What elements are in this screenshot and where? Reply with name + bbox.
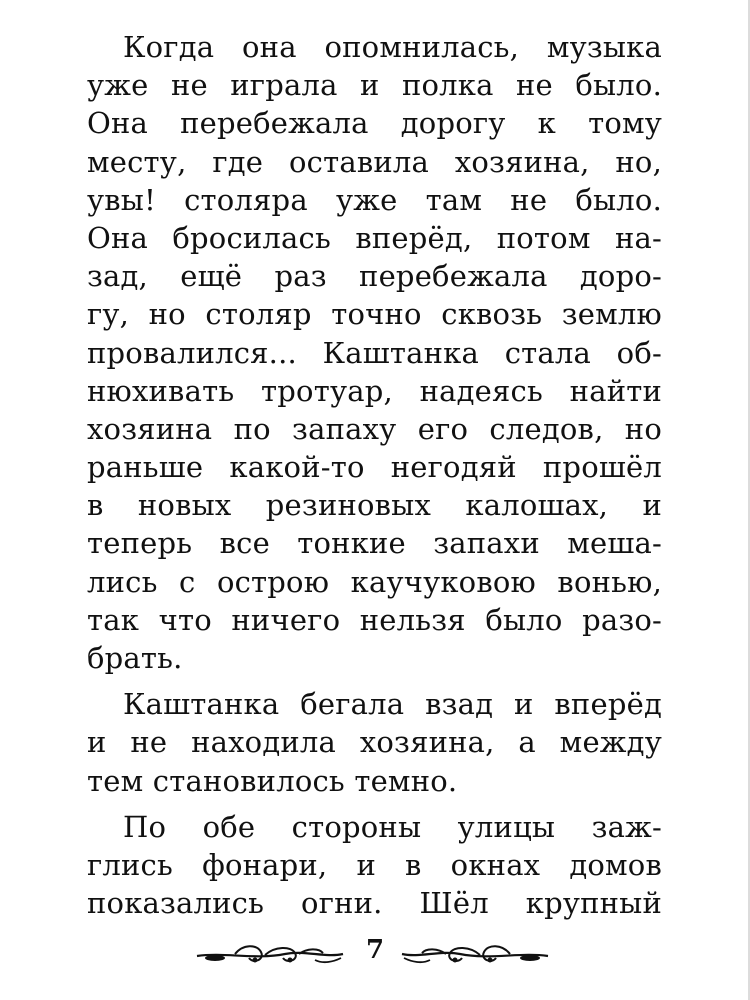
text-line: По обе стороны улицы заж-: [123, 809, 662, 844]
text-line: увы! столяра уже там не было.: [87, 182, 662, 217]
text-line: месту, где оставила хозяина, но,: [87, 144, 662, 179]
text-line: теперь все тонкие запахи меша-: [87, 526, 662, 561]
body-text: [87, 28, 662, 922]
text-line: брать.: [87, 641, 183, 675]
text-line: так что ничего нельзя было разо-: [87, 602, 662, 637]
text-line: и не находила хозяина, а между: [87, 725, 662, 760]
text-line: лись с острою каучуковою вонью,: [87, 564, 662, 599]
text-line: хозяина по запаху его следов, но: [87, 411, 662, 446]
text-line: Каштанка бегала взад и вперёд: [123, 687, 662, 722]
page-footer: [0, 932, 750, 982]
text-line: в новых резиновых калошах, и: [87, 488, 662, 523]
text-line: провалился... Каштанка стала об-: [87, 335, 662, 370]
text-line: показались огни. Шёл крупный: [87, 886, 662, 921]
text-line: нюхивать тротуар, надеясь найти: [87, 373, 662, 408]
text-line: уже не играла и полка не было.: [87, 68, 662, 103]
paragraph-gap: [87, 800, 662, 808]
paragraph-gap: [87, 677, 662, 685]
text-line: Когда она опомнилась, музыка: [123, 30, 662, 64]
text-line: зад, ещё раз перебежала доро-: [87, 259, 662, 294]
flourish-left-icon: [195, 938, 345, 968]
text-line: Она бросилась вперёд, потом на-: [87, 220, 662, 255]
text-line: глись фонари, и в окнах домов: [87, 847, 662, 882]
text-line: Она перебежала дорогу к тому: [87, 106, 662, 141]
text-line: тем становилось темно.: [87, 763, 458, 798]
text-line: раньше какой-то негодяй прошёл: [87, 450, 662, 485]
page-number: 7: [365, 935, 385, 965]
text-line: гу, но столяр точно сквозь землю: [87, 297, 662, 332]
flourish-right-icon: [400, 938, 550, 968]
